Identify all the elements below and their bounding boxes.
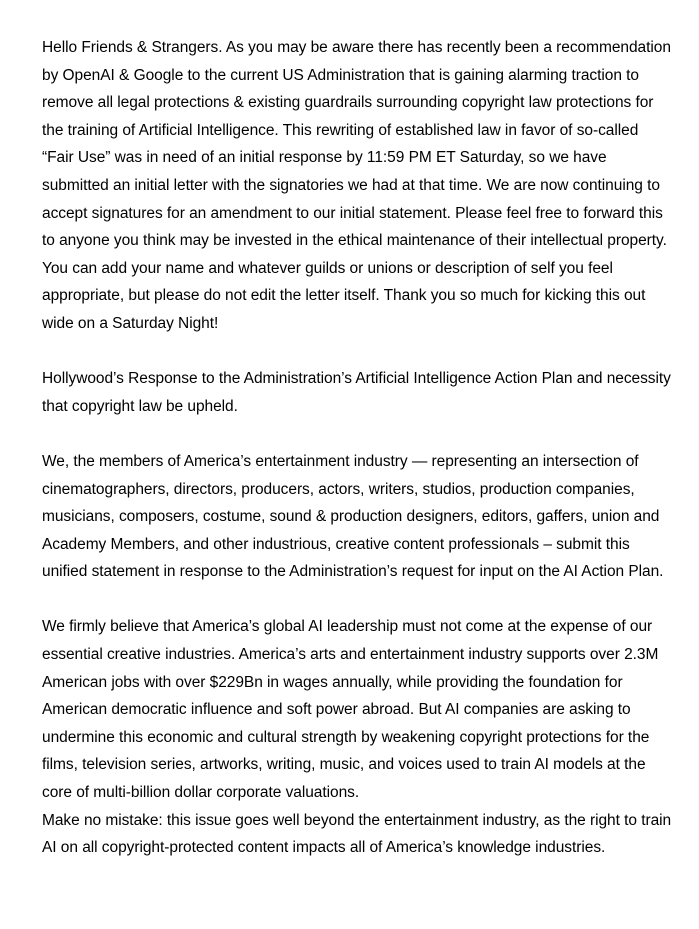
leadership-paragraph: We firmly believe that America’s global AI leadership must not come at the expense of our essential creative industries. America’s arts and entertainment industry supports over 2.3M American jobs with over $229Bn in wages annually, while providing the foundation for American democratic influence and soft power abroad. But AI companies are asking to undermine this economic and cultural strength by weakening copyright protections for the films, television series, artworks, writing, music, and voices used to train AI models at the core of multi-billion dollar corporate valuations. <box>42 618 659 802</box>
statement-paragraph: We, the members of America’s entertainment industry — representing an intersection of cinematographers, directors, producers, actors, writers, studios, production companies, musicians, composers, costume, sound & production designers, editors, gaffers, union and Academy Members, and other industrious, creative content professionals – submit this unified statement in response to the Administration’s request for input on the AI Action Plan. <box>42 452 664 581</box>
letter-title: Hollywood’s Response to the Administration’s Artificial Intelligence Action Plan and necessity that copyright law be upheld. <box>42 370 671 415</box>
letter-document <box>42 34 672 862</box>
warning-paragraph: Make no mistake: this issue goes well beyond the entertainment industry, as the right to train AI on all copyright-protected content impacts all of America’s knowledge industries. <box>42 811 672 857</box>
intro-paragraph: Hello Friends & Strangers. As you may be aware there has recently been a recommendation by OpenAI & Google to the current US Administration that is gaining alarming traction to remove all legal protections & existing guardrails surrounding copyright law protections for the training of Artificial Intelligence. This rewriting of established law in favor of so-called “Fair Use” was in need of an initial response by 11:59 PM ET Saturday, so we have submitted an initial letter with the signatories we had at that time. We are now continuing to accept signatures for an amendment to our initial statement. Please feel free to forward this to anyone you think may be invested in the ethical maintenance of their intellectual property. You can add your name and whatever guilds or unions or description of self you feel appropriate, but please do not edit the letter itself. Thank you so much for kicking this out wide on a Saturday Night! <box>42 39 671 332</box>
